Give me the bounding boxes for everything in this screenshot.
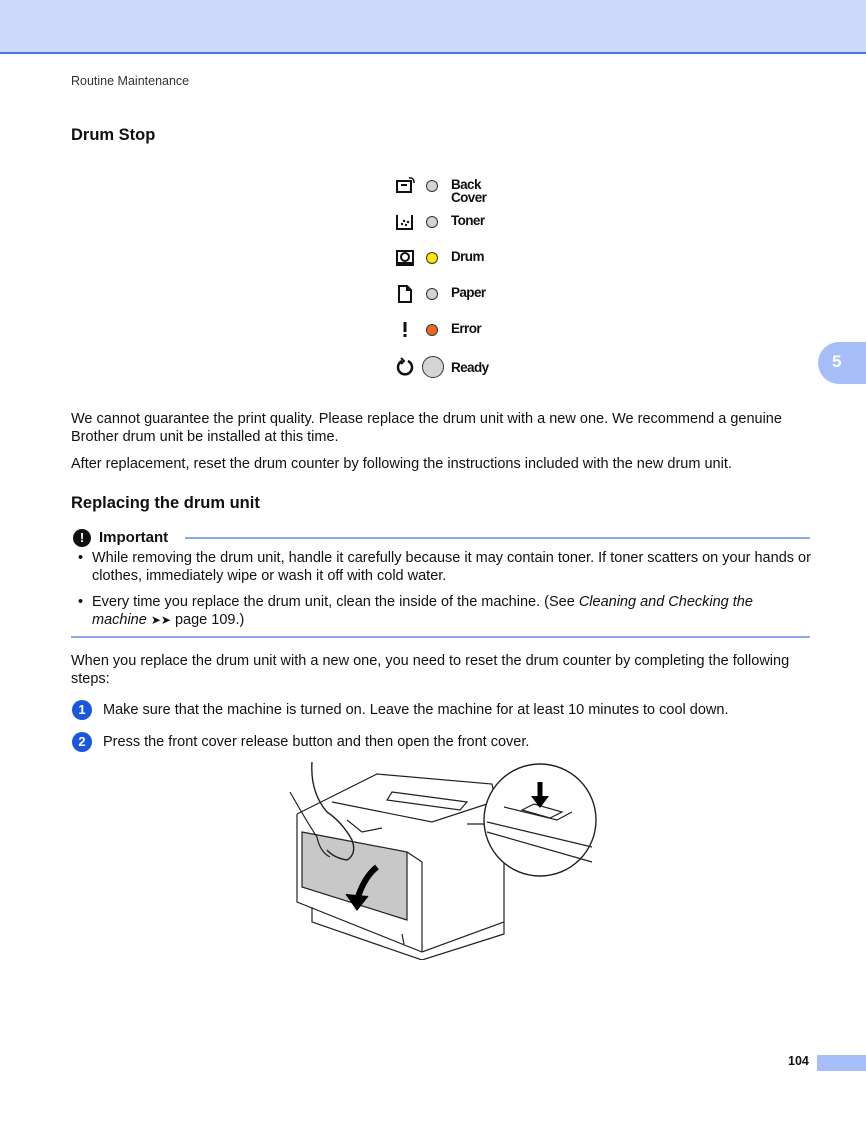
step-1-number: 1: [72, 700, 92, 720]
top-band: [0, 0, 866, 54]
page-number-bar: [817, 1055, 866, 1071]
bullet-1-text: While removing the drum unit, handle it carefully because it may contain toner. If toner scatters on your hands or clothes, immediately wipe or wash it off with cold water.: [92, 550, 811, 584]
drum-stop-paragraph-1: We cannot guarantee the print quality. Please replace the drum unit with a new one. We recommend a genuine Brother drum unit be installed at this time.: [71, 411, 782, 445]
running-header: Routine Maintenance: [71, 74, 190, 88]
cross-ref-link-cont[interactable]: machine: [92, 612, 147, 628]
drum-icon: [394, 247, 416, 269]
back-cover-label: Back Cover: [451, 177, 487, 205]
cross-ref-link[interactable]: Cleaning and Checking the: [578, 594, 753, 610]
error-label: Error: [451, 321, 482, 336]
steps-intro: When you replace the drum unit with a new one, you need to reset the drum counter by completing the following steps:: [71, 653, 790, 687]
replacing-heading: Replacing the drum unit: [71, 494, 260, 512]
back-cover-led: [426, 180, 438, 192]
toner-led: [426, 216, 438, 228]
important-bottom-rule: [71, 636, 810, 638]
important-top-rule: [185, 537, 810, 539]
bullet-dot: •: [78, 594, 84, 610]
double-arrow-icon: ➤➤: [150, 613, 171, 627]
step-2-number: 2: [72, 732, 92, 752]
chapter-tab: [818, 342, 866, 384]
back-cover-icon: [394, 175, 416, 197]
page-number: 104: [788, 1054, 809, 1068]
bullet-2-text: Every time you replace the drum unit, clean the inside of the machine. (See Cleaning and Checking the machine ➤➤ page 109.): [92, 594, 753, 628]
ready-icon: [394, 356, 416, 378]
chapter-number: 5: [832, 352, 842, 371]
important-title: Important: [99, 529, 169, 546]
paper-icon: [394, 283, 416, 305]
paper-label: Paper: [451, 285, 486, 300]
paper-led: [426, 288, 438, 300]
drum-led: [426, 252, 438, 264]
step-2-text: Press the front cover release button and then open the front cover.: [103, 734, 530, 750]
printer-front-cover-illustration: [272, 762, 600, 960]
toner-icon: [394, 211, 416, 233]
toner-label: Toner: [451, 213, 485, 228]
drum-label: Drum: [451, 249, 484, 264]
drum-stop-paragraph-2: After replacement, reset the drum counter by following the instructions included with the new drum unit.: [71, 456, 732, 472]
important-icon: !: [73, 529, 91, 547]
error-led: [426, 324, 438, 336]
ready-led: [422, 356, 444, 378]
ready-label: Ready: [451, 360, 489, 375]
step-1-text: Make sure that the machine is turned on. Leave the machine for at least 10 minutes to cool down.: [103, 702, 729, 718]
error-icon: [394, 319, 416, 341]
drum-stop-heading: Drum Stop: [71, 126, 156, 144]
bullet-dot: •: [78, 550, 84, 566]
